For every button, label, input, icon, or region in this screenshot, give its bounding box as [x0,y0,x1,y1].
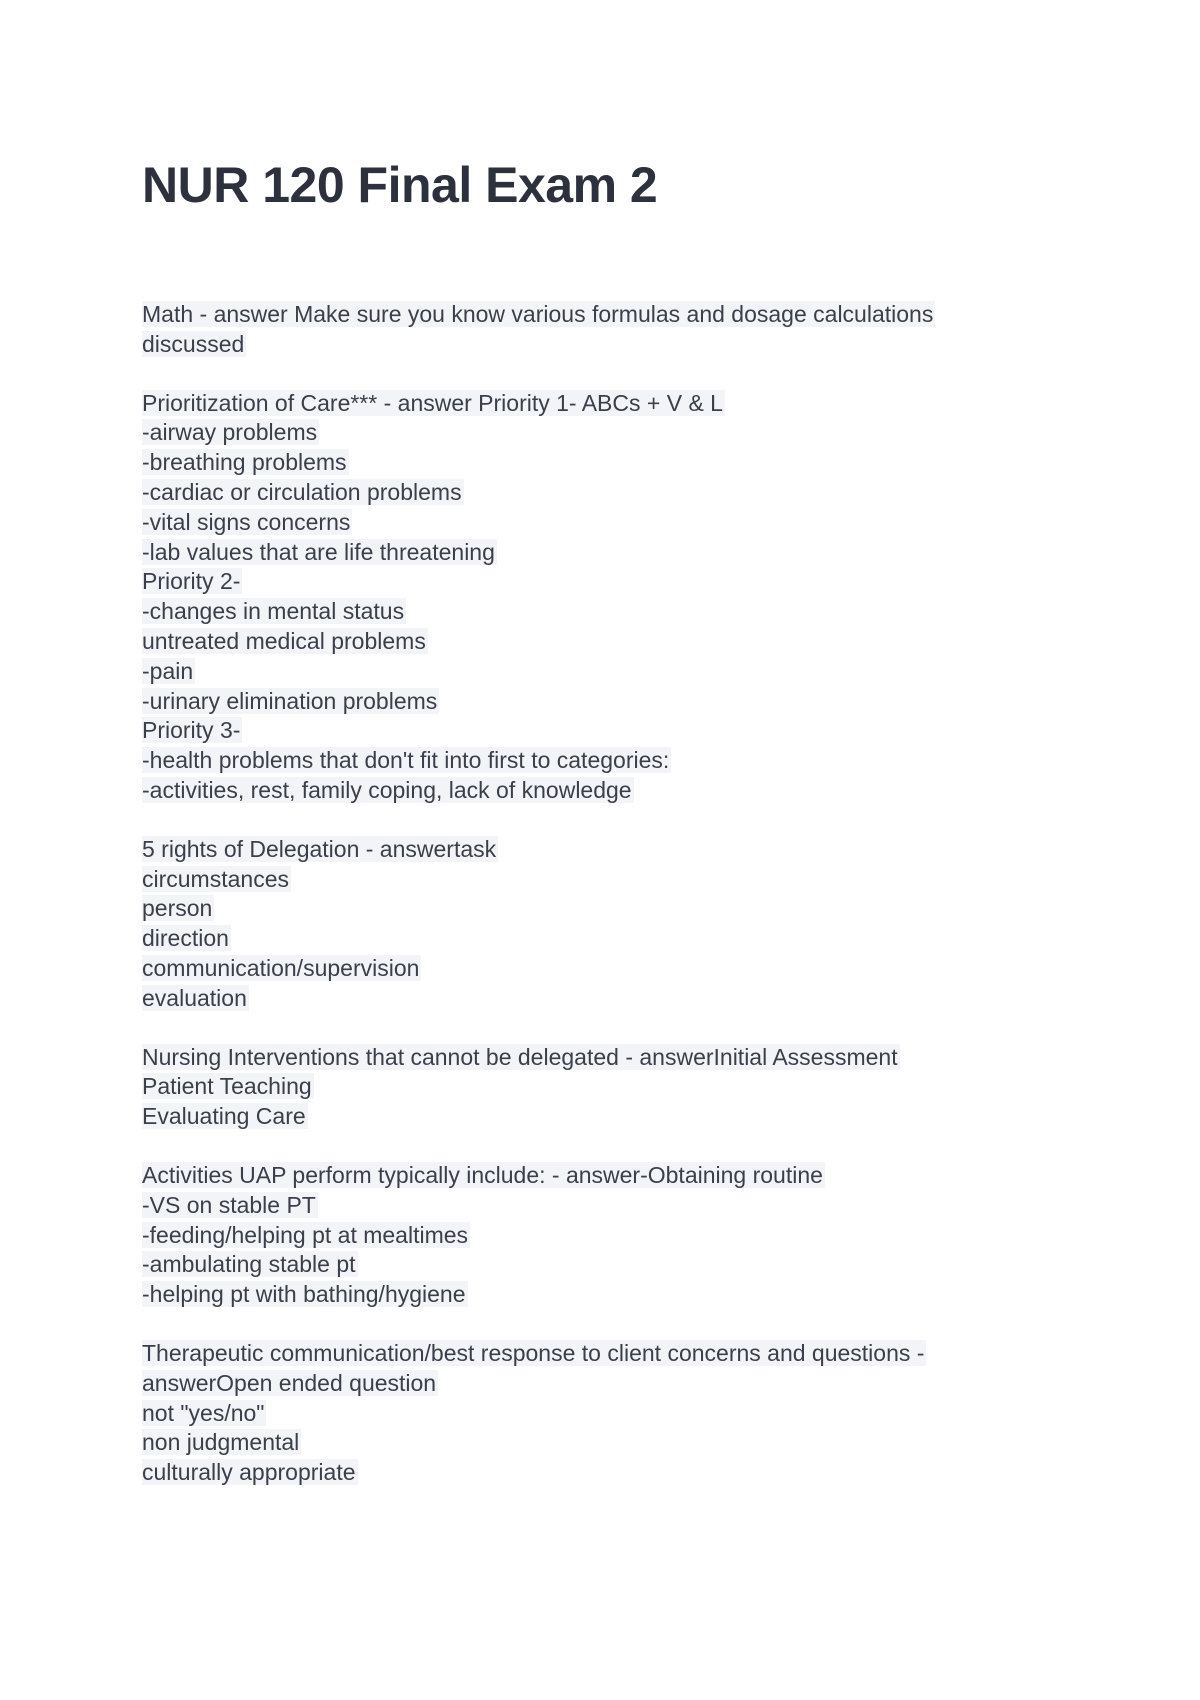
text-line-content: Math - answer Make sure you know various formulas and dosage calculations [142,301,934,327]
text-line [142,1161,1042,1191]
study-guide-content [142,300,1042,1488]
text-line-content: person [142,895,213,922]
text-line [142,1043,1042,1073]
text-line-content: -ambulating stable pt [142,1251,356,1278]
text-line-content: -activities, rest, family coping, lack of knowledge [142,776,632,803]
text-line-content: -pain [142,657,194,684]
document-page [142,150,1042,1517]
text-line [142,835,1042,865]
text-line [142,1072,1042,1102]
text-line [142,865,1042,895]
text-line-content: 5 rights of Delegation - answertask [142,835,497,862]
text-line-content: circumstances [142,865,289,892]
qa-section [142,835,1042,1014]
text-line [142,1221,1042,1251]
text-line-content: -helping pt with bathing/hygiene [142,1281,466,1308]
qa-section [142,1339,1042,1488]
text-line-content: Activities UAP perform typically include: - answer-Obtaining routine [142,1161,823,1188]
text-line-content: -cardiac or circulation problems [142,478,462,505]
text-line-content: non judgmental [142,1429,300,1456]
text-line [142,627,1042,657]
text-line [142,478,1042,508]
text-line [142,954,1042,984]
text-line [142,418,1042,448]
qa-section [142,1161,1042,1310]
text-line-content: -lab values that are life threatening [142,538,495,565]
text-line [142,448,1042,478]
text-line-content: direction [142,925,229,952]
text-line [142,1102,1042,1132]
text-line [142,567,1042,597]
text-line-content: Priority 2- [142,568,241,595]
text-line-content: Patient Teaching [142,1073,312,1100]
page-title: NUR 120 Final Exam 2 [142,157,658,213]
text-line [142,300,1042,330]
text-line-content: Evaluating Care [142,1103,306,1130]
text-line-content: -breathing problems [142,449,347,476]
text-line [142,1339,1042,1369]
text-line-content: evaluation [142,984,247,1011]
text-line-content: communication/supervision [142,954,420,981]
text-line [142,1250,1042,1280]
qa-section [142,300,1042,360]
text-line [142,1428,1042,1458]
text-line [142,687,1042,717]
text-line [142,894,1042,924]
text-line [142,389,1042,419]
text-line [142,1399,1042,1429]
text-line-content: untreated medical problems [142,627,426,654]
text-line [142,924,1042,954]
text-line [142,716,1042,746]
text-line-content: culturally appropriate [142,1459,356,1486]
text-line-content: Prioritization of Care*** - answer Priority 1- ABCs + V & L [142,389,723,416]
text-line [142,984,1042,1014]
text-line-content: Nursing Interventions that cannot be delegated - answerInitial Assessment [142,1043,898,1070]
text-line [142,1191,1042,1221]
text-line-content: -health problems that don't fit into first to categories: [142,747,670,774]
text-line [142,538,1042,568]
text-line [142,508,1042,538]
text-line-content: Therapeutic communication/best response to client concerns and questions - [142,1339,925,1366]
text-line-content: Priority 3- [142,717,241,744]
text-line [142,1280,1042,1310]
text-line [142,657,1042,687]
text-line [142,330,1042,360]
text-line [142,597,1042,627]
text-line-content: -vital signs concerns [142,508,351,535]
text-line-content: not "yes/no" [142,1399,265,1426]
qa-section [142,389,1042,806]
text-line-content: discussed [142,330,245,357]
text-line-content: answerOpen ended question [142,1369,437,1396]
text-line-content: -changes in mental status [142,598,405,625]
text-line-content: -feeding/helping pt at mealtimes [142,1221,469,1248]
text-line-content: -VS on stable PT [142,1191,316,1218]
text-line [142,1458,1042,1488]
qa-section [142,1043,1042,1132]
text-line-content: -urinary elimination problems [142,687,438,714]
text-line [142,746,1042,776]
text-line-content: -airway problems [142,419,318,446]
text-line [142,776,1042,806]
text-line [142,1369,1042,1399]
